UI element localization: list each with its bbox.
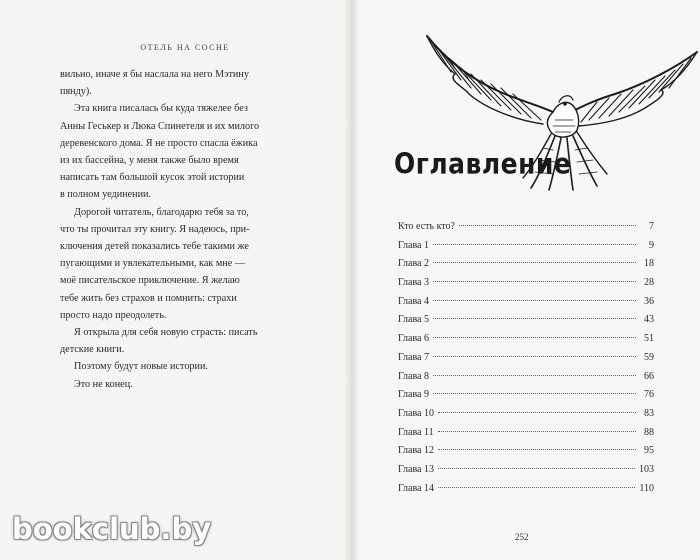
toc-entry-label: Глава 11 [398,426,434,438]
toc-entry[interactable] [398,277,654,296]
paragraph [60,66,318,100]
toc-entry-page: 103 [639,463,654,475]
text-line: пугающими и увлекательными, как мне — [60,258,245,270]
toc-entry-label: Глава 4 [398,295,429,307]
toc-entry-label: Глава 13 [398,463,434,475]
paragraph [60,324,318,358]
toc-entry[interactable] [398,464,654,483]
text-line: тебе жить без страхов и помнить: страхи [60,292,237,304]
text-line: что ты прочитал эту книгу. Я надеюсь, при- [60,223,250,235]
table-of-contents [398,221,654,501]
text-line: в полном уединении. [60,189,152,201]
toc-entry[interactable] [398,352,654,371]
toc-entry-page: 28 [644,277,654,289]
toc-entry[interactable] [398,333,654,352]
toc-entry[interactable] [398,483,654,502]
toc-entry-page: 9 [649,239,654,251]
toc-entry-page: 83 [644,407,654,419]
toc-entry-label: Глава 3 [398,277,429,289]
paragraph [60,358,318,375]
text-line: Эта книга писалась бы куда тяжелее без [74,103,248,115]
text-line: из их бассейна, у меня также было время [60,155,239,167]
toc-leader-dots [438,431,636,432]
toc-leader-dots [433,262,636,263]
toc-title: Оглавление [394,147,572,181]
text-line: детские книги. [60,344,125,356]
text-line: моё писательское приключение. Я желаю [60,275,240,287]
toc-entry-label: Глава 2 [398,258,429,270]
toc-entry-label: Кто есть кто? [398,221,455,232]
toc-leader-dots [433,281,636,282]
toc-entry[interactable] [398,408,654,427]
toc-leader-dots [433,300,636,301]
watermark-logo: bookclub.by [12,512,212,546]
toc-entry-page: 95 [644,445,654,457]
toc-entry-label: Глава 7 [398,351,429,363]
toc-entry-page: 18 [644,258,654,270]
toc-entry-page: 43 [644,314,654,326]
toc-entry[interactable] [398,371,654,390]
page-number: 252 [515,532,529,542]
paragraph [60,376,318,393]
text-line: Анны Геськер и Люка Спинетеля и их милого [60,120,260,132]
toc-entry[interactable] [398,427,654,446]
toc-entry-label: Глава 1 [398,239,429,251]
toc-leader-dots [433,318,636,319]
toc-leader-dots [438,468,635,469]
text-line: просто надо преодолеть. [60,309,167,321]
body-text [60,66,318,393]
toc-leader-dots [433,356,636,357]
toc-entry[interactable] [398,296,654,315]
toc-leader-dots [433,393,636,394]
toc-entry[interactable] [398,314,654,333]
toc-entry[interactable] [398,258,654,277]
toc-entry-label: Глава 8 [398,370,429,382]
toc-entry-page: 110 [639,482,654,494]
toc-entry-page: 59 [644,351,654,363]
text-line: деревенского дома. Я не просто спасла ёжика [60,137,258,149]
toc-entry[interactable] [398,221,654,240]
paragraph [60,204,318,324]
toc-entry-label: Глава 5 [398,314,429,326]
toc-entry-label: Глава 9 [398,389,429,401]
text-line: вильно, иначе я бы наслала на него Мэтину [60,69,249,80]
toc-entry[interactable] [398,389,654,408]
text-line: ключения детей показались тебе такими же [60,241,249,253]
running-head: ОТЕЛЬ НА СОСНЕ [140,43,230,52]
toc-leader-dots [433,244,636,245]
toc-entry-label: Глава 6 [398,333,429,345]
toc-leader-dots [433,375,636,376]
toc-leader-dots [433,337,636,338]
text-line: Поэтому будут новые истории. [74,361,208,373]
toc-entry-page: 88 [644,426,654,438]
toc-entry[interactable] [398,445,654,464]
toc-entry-page: 36 [644,295,654,307]
text-line: Это не конец. [74,378,133,390]
toc-leader-dots [438,449,636,450]
text-line: Дорогой читатель, благодарю тебя за то, [74,206,249,218]
toc-entry-page: 66 [644,370,654,382]
toc-entry[interactable] [398,240,654,259]
toc-entry-page: 51 [644,333,654,345]
toc-entry-page: 7 [649,221,654,232]
text-line: пянду). [60,86,92,98]
page-gutter [344,0,358,560]
toc-entry-label: Глава 12 [398,445,434,457]
toc-entry-label: Глава 14 [398,482,434,494]
paragraph [60,100,318,203]
toc-leader-dots [459,225,636,226]
toc-entry-page: 76 [644,389,654,401]
toc-leader-dots [438,412,636,413]
text-line: Я открыла для себя новую страсть: писать [74,327,258,339]
text-line: написать там большой кусок этой истории [60,172,245,184]
toc-entry-label: Глава 10 [398,407,434,419]
toc-leader-dots [438,487,635,488]
